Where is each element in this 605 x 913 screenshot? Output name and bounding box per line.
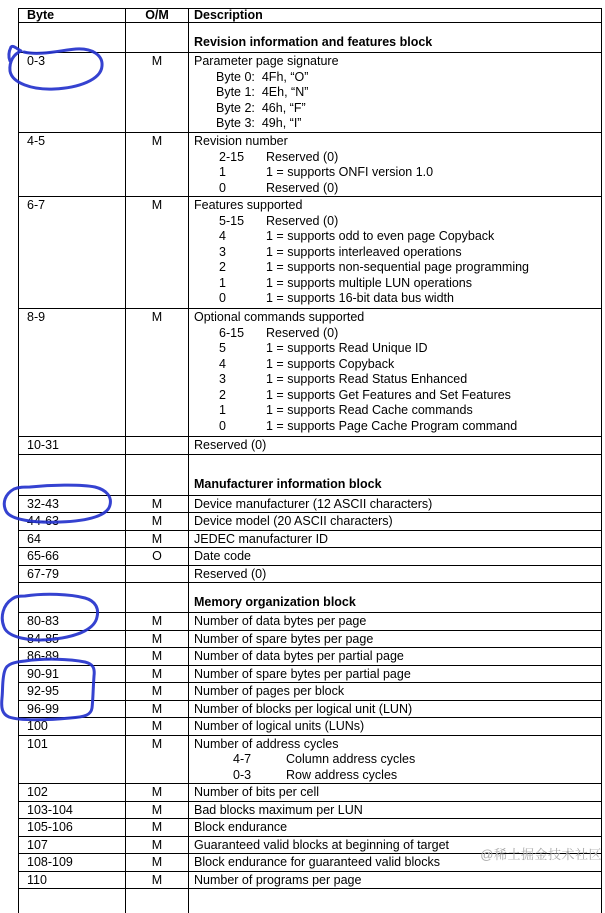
- description-text: Number of data bytes per page: [194, 614, 367, 628]
- description-cell: [189, 630, 602, 648]
- bit-description: 1 = supports Read Unique ID: [266, 341, 428, 355]
- byte-cell: [19, 583, 126, 613]
- description-text: Revision number: [194, 134, 288, 148]
- table-row: [19, 648, 602, 666]
- om-cell: M: [126, 735, 189, 784]
- header-byte: Byte: [19, 9, 126, 23]
- description-cell: [189, 513, 602, 531]
- section-row: [19, 454, 602, 495]
- bit-range: 0-3: [233, 767, 252, 782]
- description-text: Block endurance: [194, 820, 288, 834]
- bit-description: Reserved (0): [266, 325, 339, 340]
- description-cell: [189, 565, 602, 583]
- table-row: [19, 437, 602, 455]
- description-cell: [189, 495, 602, 513]
- om-cell: [126, 23, 189, 53]
- description-text: Block endurance for guaranteed valid blocks: [194, 855, 440, 869]
- description-text: Number of logical units (LUNs): [194, 719, 365, 733]
- om-cell: M: [126, 613, 189, 631]
- om-cell: M: [126, 309, 189, 437]
- om-cell: M: [126, 53, 189, 133]
- byte-cell: 101: [19, 735, 126, 784]
- description-subline: [194, 229, 601, 245]
- description-subline: [194, 116, 601, 132]
- bit-range: 0: [219, 291, 226, 305]
- table-row: [19, 309, 602, 437]
- parameter-page-table-wrap: [18, 8, 602, 913]
- table-header: [19, 9, 602, 23]
- bit-range: 1: [219, 403, 226, 417]
- description-subline: [194, 372, 601, 388]
- description-subline: [194, 357, 601, 373]
- description-text: Number of spare bytes per partial page: [194, 666, 411, 681]
- om-cell: M: [126, 665, 189, 683]
- om-cell: M: [126, 784, 189, 802]
- description-text: Features supported: [194, 198, 303, 212]
- byte-cell: 0-3: [19, 53, 126, 133]
- bit-range: 5: [219, 341, 226, 355]
- om-cell: M: [126, 133, 189, 197]
- byte-cell: 86-89: [19, 648, 126, 666]
- bit-description: 1 = supports 16-bit data bus width: [266, 291, 454, 305]
- description-text: Number of blocks per logical unit (LUN): [194, 701, 413, 716]
- description-text: Device manufacturer (12 ASCII characters): [194, 496, 433, 511]
- bit-description: Row address cycles: [286, 767, 398, 782]
- description-text: Number of address cycles: [194, 736, 339, 751]
- description-subline: [194, 291, 601, 307]
- table-row: [19, 197, 602, 309]
- description-cell: [189, 437, 602, 455]
- bit-range: 2-15: [219, 149, 245, 164]
- header-row: [19, 9, 602, 23]
- description-subline: [194, 419, 601, 435]
- byte-cell: 103-104: [19, 801, 126, 819]
- bit-description: Byte 1: 4Eh, “N”: [216, 85, 309, 99]
- bit-range: 2: [219, 260, 226, 274]
- description-cell: [189, 735, 602, 784]
- section-row: [19, 583, 602, 613]
- byte-cell: 92-95: [19, 683, 126, 701]
- table-row: [19, 548, 602, 566]
- section-row: [19, 23, 602, 53]
- om-cell: M: [126, 836, 189, 854]
- bit-description: 1 = supports Read Cache commands: [266, 403, 473, 417]
- description-subline: [194, 276, 601, 292]
- description-text: Number of programs per page: [194, 872, 362, 887]
- byte-cell: 8-9: [19, 309, 126, 437]
- description-cell: [189, 784, 602, 802]
- table-row: [19, 630, 602, 648]
- bit-range: 1: [219, 275, 226, 290]
- bit-description: 1 = supports Read Status Enhanced: [266, 372, 468, 386]
- table-row: [19, 700, 602, 718]
- description-cell: [189, 197, 602, 309]
- empty-cell: [126, 889, 189, 913]
- bit-range: 2: [219, 387, 226, 402]
- bit-description: Reserved (0): [266, 213, 339, 228]
- bit-range: 3: [219, 372, 226, 386]
- partial-row: [19, 889, 602, 913]
- table-row: [19, 530, 602, 548]
- bit-range: 4: [219, 356, 226, 371]
- table-row: [19, 718, 602, 736]
- bit-description: Reserved (0): [266, 149, 339, 164]
- byte-cell: 64: [19, 530, 126, 548]
- bit-description: Byte 3: 49h, “I”: [216, 116, 302, 130]
- byte-cell: 10-31: [19, 437, 126, 455]
- om-cell: M: [126, 718, 189, 736]
- description-cell: [189, 613, 602, 631]
- description-subline: [194, 70, 601, 86]
- description-cell: [189, 133, 602, 197]
- bit-range: 4: [219, 229, 226, 243]
- description-subline: [194, 768, 601, 784]
- description-cell: [189, 665, 602, 683]
- description-text: Device model (20 ASCII characters): [194, 514, 393, 528]
- description-subline: [194, 341, 601, 357]
- byte-cell: 84-85: [19, 630, 126, 648]
- table-row: [19, 871, 602, 889]
- description-text: Number of pages per block: [194, 684, 345, 698]
- description-subline: [194, 326, 601, 342]
- om-cell: M: [126, 700, 189, 718]
- bit-range: 6-15: [219, 325, 245, 340]
- section-title: Manufacturer information block: [189, 454, 602, 495]
- bit-description: 1 = supports interleaved operations: [266, 244, 462, 259]
- description-text: Reserved (0): [194, 438, 267, 452]
- description-cell: [189, 700, 602, 718]
- byte-cell: 44-63: [19, 513, 126, 531]
- bit-description: 1 = supports multiple LUN operations: [266, 275, 473, 290]
- table-row: [19, 784, 602, 802]
- om-cell: M: [126, 197, 189, 309]
- table-row: [19, 735, 602, 784]
- table-row: [19, 819, 602, 837]
- description-subline: [194, 245, 601, 261]
- bit-description: 1 = supports odd to even page Copyback: [266, 229, 495, 243]
- description-text: Number of spare bytes per page: [194, 631, 374, 646]
- bit-description: Byte 2: 46h, “F”: [216, 100, 306, 115]
- om-cell: O: [126, 548, 189, 566]
- bit-range: 0: [219, 180, 226, 195]
- description-subline: [194, 181, 601, 197]
- table-row: [19, 495, 602, 513]
- description-subline: [194, 260, 601, 276]
- byte-cell: 108-109: [19, 854, 126, 872]
- byte-cell: 65-66: [19, 548, 126, 566]
- description-cell: [189, 309, 602, 437]
- header-om: O/M: [126, 9, 189, 23]
- om-cell: M: [126, 648, 189, 666]
- byte-cell: [19, 454, 126, 495]
- om-cell: [126, 565, 189, 583]
- table-row: [19, 53, 602, 133]
- bit-description: 1 = supports Copyback: [266, 356, 395, 371]
- byte-cell: 32-43: [19, 495, 126, 513]
- description-cell: [189, 871, 602, 889]
- bit-description: Byte 0: 4Fh, “O”: [216, 69, 309, 84]
- om-cell: M: [126, 513, 189, 531]
- description-subline: [194, 85, 601, 101]
- description-text: JEDEC manufacturer ID: [194, 531, 329, 546]
- bit-range: 5-15: [219, 213, 245, 228]
- watermark: @稀土掘金技术社区: [480, 846, 602, 862]
- om-cell: [126, 583, 189, 613]
- om-cell: M: [126, 630, 189, 648]
- description-subline: [194, 752, 601, 768]
- byte-cell: 6-7: [19, 197, 126, 309]
- om-cell: M: [126, 801, 189, 819]
- byte-cell: 90-91: [19, 665, 126, 683]
- description-text: Number of bits per cell: [194, 785, 320, 799]
- bit-description: 1 = supports Page Cache Program command: [266, 418, 518, 433]
- description-cell: [189, 548, 602, 566]
- description-subline: [194, 150, 601, 166]
- byte-cell: 110: [19, 871, 126, 889]
- byte-cell: 105-106: [19, 819, 126, 837]
- description-text: Optional commands supported: [194, 310, 365, 324]
- table-row: [19, 613, 602, 631]
- bit-range: 4-7: [233, 752, 252, 766]
- empty-cell: [189, 889, 602, 913]
- om-cell: M: [126, 530, 189, 548]
- description-cell: [189, 819, 602, 837]
- description-text: Bad blocks maximum per LUN: [194, 802, 363, 817]
- byte-cell: 100: [19, 718, 126, 736]
- byte-cell: 80-83: [19, 613, 126, 631]
- byte-cell: 96-99: [19, 700, 126, 718]
- description-subline: [194, 101, 601, 117]
- description-cell: [189, 683, 602, 701]
- om-cell: M: [126, 683, 189, 701]
- bit-range: 0: [219, 418, 226, 433]
- table-row: [19, 513, 602, 531]
- bit-description: Column address cycles: [286, 752, 416, 766]
- description-subline: [194, 403, 601, 419]
- description-cell: [189, 530, 602, 548]
- description-cell: [189, 53, 602, 133]
- table-body: [19, 23, 602, 913]
- description-text: Reserved (0): [194, 566, 267, 581]
- description-subline: [194, 388, 601, 404]
- section-title: Memory organization block: [189, 583, 602, 613]
- description-text: Guaranteed valid blocks at beginning of target: [194, 837, 450, 852]
- byte-cell: 102: [19, 784, 126, 802]
- bit-description: 1 = supports Get Features and Set Features: [266, 387, 511, 402]
- om-cell: [126, 454, 189, 495]
- table-row: [19, 133, 602, 197]
- byte-cell: 67-79: [19, 565, 126, 583]
- description-subline: [194, 165, 601, 181]
- description-cell: [189, 648, 602, 666]
- description-text: Date code: [194, 549, 251, 563]
- om-cell: [126, 437, 189, 455]
- byte-cell: 4-5: [19, 133, 126, 197]
- table-row: [19, 801, 602, 819]
- description-subline: [194, 214, 601, 230]
- bit-description: Reserved (0): [266, 180, 339, 195]
- table-row: [19, 565, 602, 583]
- header-description: Description: [189, 9, 602, 23]
- description-text: Number of data bytes per partial page: [194, 649, 404, 663]
- description-cell: [189, 801, 602, 819]
- bit-range: 3: [219, 244, 226, 259]
- table-row: [19, 665, 602, 683]
- om-cell: M: [126, 871, 189, 889]
- description-cell: [189, 718, 602, 736]
- section-title: Revision information and features block: [189, 23, 602, 53]
- bit-range: 1: [219, 165, 226, 179]
- table-row: [19, 683, 602, 701]
- description-text: Parameter page signature: [194, 54, 339, 68]
- om-cell: M: [126, 854, 189, 872]
- byte-cell: 107: [19, 836, 126, 854]
- parameter-table: [18, 8, 602, 913]
- byte-cell: [19, 23, 126, 53]
- empty-cell: [19, 889, 126, 913]
- om-cell: M: [126, 819, 189, 837]
- om-cell: M: [126, 495, 189, 513]
- bit-description: 1 = supports non-sequential page programming: [266, 260, 530, 274]
- bit-description: 1 = supports ONFI version 1.0: [266, 165, 434, 179]
